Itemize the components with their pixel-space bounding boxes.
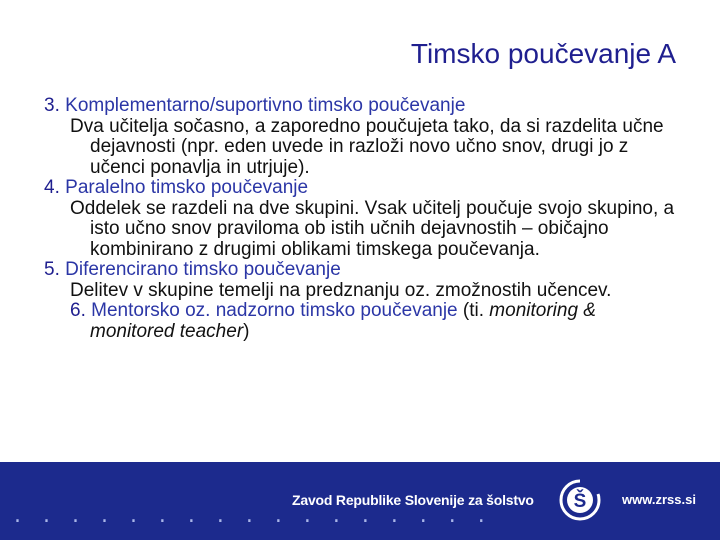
- zrss-logo-icon: [558, 478, 602, 522]
- item-number: 6.: [70, 300, 86, 321]
- item-heading: Paralelno timsko poučevanje: [65, 177, 309, 198]
- list-item: [44, 260, 684, 301]
- item-number: 4.: [44, 177, 60, 198]
- organization-name: Zavod Republike Slovenije za šolstvo: [292, 492, 534, 508]
- item-note-italic: monitoring & monitored teacher: [90, 300, 596, 342]
- item-description: Delitev v skupine temelji na predznanju oz. zmožnostih učencev.: [70, 279, 612, 301]
- item-heading: Diferencirano timsko poučevanje: [65, 259, 341, 280]
- item-description: Oddelek se razdeli na dve skupini. Vsak učitelj poučuje svojo skupino, a isto učno snov praviloma ob istih učnih dejavnostih – običajno kombinirano z drugimi oblikami timskega poučevanja.: [70, 197, 675, 260]
- item-heading: Mentorsko oz. nadzorno timsko poučevanje: [91, 300, 458, 321]
- list-item: [44, 178, 684, 260]
- item-description: Dva učitelja sočasno, a zaporedno poučujeta tako, da si razdelita učne dejavnosti (npr. eden uvede in razloži novo učno snov, drugi jo z učenci ponavlja in utrjuje).: [70, 115, 664, 178]
- list-item: [44, 96, 684, 178]
- footer-bar: [0, 462, 720, 540]
- item-number: 5.: [44, 259, 60, 280]
- logo-letter: Š: [573, 491, 587, 512]
- item-note-close: ): [243, 320, 250, 342]
- slide-title: Timsko poučevanje A: [410, 38, 676, 69]
- website-link[interactable]: www.zrss.si: [622, 492, 696, 507]
- item-number: 3.: [44, 95, 60, 116]
- item-heading: Komplementarno/suportivno timsko poučevanje: [65, 95, 466, 116]
- item-note-open: (ti.: [457, 300, 485, 321]
- slide-content: [44, 96, 684, 342]
- footer-dots: . . . . . . . . . . . . . . . . .: [14, 503, 493, 528]
- list-item: [44, 301, 684, 342]
